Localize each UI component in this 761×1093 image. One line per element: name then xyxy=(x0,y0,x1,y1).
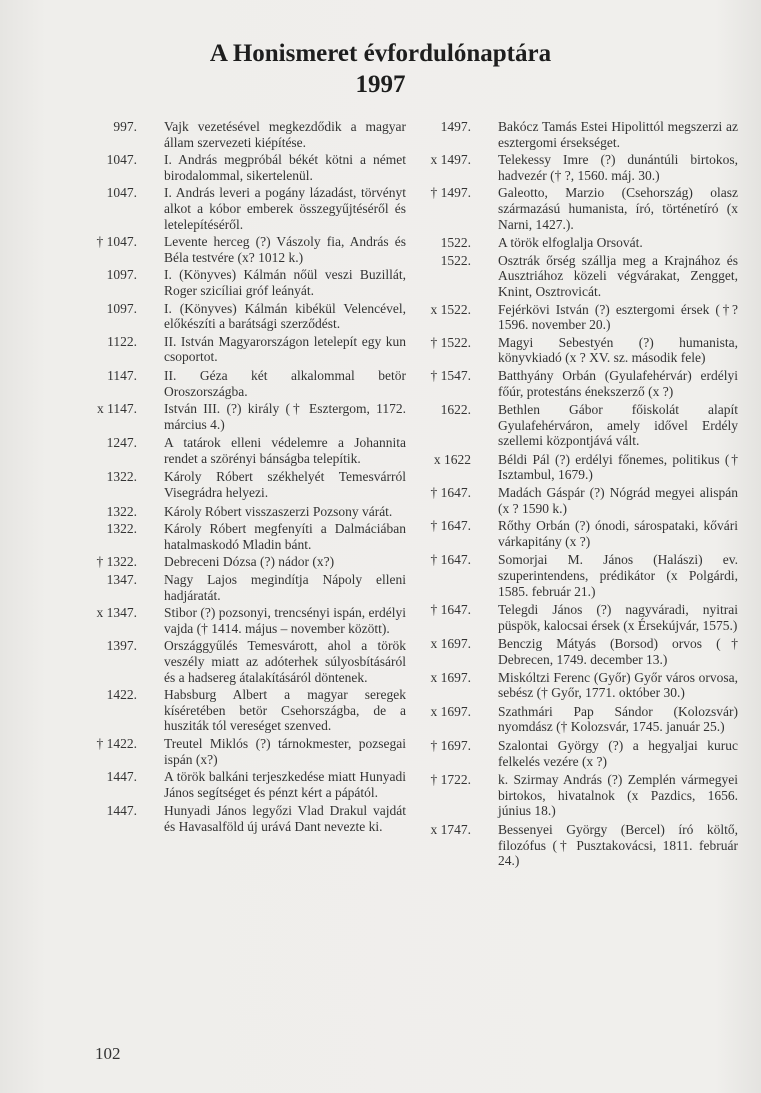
entry-year: x 1747. xyxy=(430,821,471,837)
calendar-entry xyxy=(412,368,738,399)
entry-year: x 1697. xyxy=(430,669,471,685)
calendar-entry xyxy=(78,572,406,603)
entry-text: Béldi Pál (?) erdélyi főnemes, politikus († Isztambul, 1679.) xyxy=(498,451,738,483)
calendar-entry xyxy=(78,435,406,466)
entry-text: Stibor (?) pozsonyi, trencsényi ispán, erdélyi vajda († 1414. május – november között). xyxy=(164,605,406,636)
entry-year: 1122. xyxy=(107,333,137,349)
calendar-entry xyxy=(78,554,406,570)
entry-year: x 1497. xyxy=(430,152,471,168)
calendar-entry xyxy=(78,301,406,332)
entry-text: Treutel Miklós (?) tárnokmester, pozsegai ispán (x?) xyxy=(164,735,406,767)
entry-year: 997. xyxy=(113,119,137,134)
entry-year: 1422. xyxy=(106,687,137,703)
entry-year: 1447. xyxy=(106,769,137,785)
entry-text: Habsburg Albert a magyar seregek kíséretében betör Csehországba, de a husziták tól vereséget szenved. xyxy=(164,687,406,734)
entry-year: 1097. xyxy=(106,300,137,316)
entry-text: I. András leveri a pogány lázadást, törvényt alkot a kóbor emberek összegyűjtéséről és letelepítéséről. xyxy=(164,185,406,232)
entry-year: x 1347. xyxy=(96,605,137,621)
title-text: A Honismeret évfordulónaptára xyxy=(209,40,552,67)
calendar-entry xyxy=(78,504,406,520)
entry-text: I. András megpróbál békét kötni a német birodalommal, sikertelenül. xyxy=(164,152,406,183)
entry-text: Telegdi János (?) nagyváradi, nyitrai püspök, kalocsai érsek (x Érsekújvár, 1575.) xyxy=(498,602,738,633)
entry-year: 1447. xyxy=(106,803,137,819)
title-year: 1997 xyxy=(355,71,406,98)
entry-year: † 1047. xyxy=(96,234,137,250)
calendar-entry xyxy=(412,670,738,701)
calendar-entry xyxy=(78,605,406,636)
calendar-entry xyxy=(412,602,738,633)
entry-text: Fejérkövi István (?) esztergomi érsek (†? 1596. november 20.) xyxy=(498,301,738,333)
entry-text: A török balkáni terjeszkedése miatt Hunyadi János segítséget és pénzt kért a pápától. xyxy=(164,769,406,800)
calendar-entry xyxy=(412,119,738,150)
entry-text: Benczig Mátyás (Borsod) orvos († Debrecen, 1749. december 13.) xyxy=(498,636,738,667)
entry-text: Levente herceg (?) Vászoly fia, András és Béla testvére (x? 1012 k.) xyxy=(164,234,406,265)
entry-text: Bakócz Tamás Estei Hipolittól megszerzi az esztergomi érsekséget. xyxy=(498,119,738,150)
entry-text: Szalontai György (?) a hegyaljai kuruc felkelés vezére (x ?) xyxy=(498,737,738,769)
entry-year: 1522. xyxy=(440,235,471,251)
calendar-entry xyxy=(412,302,738,333)
entry-year: 1322. xyxy=(106,521,137,537)
entry-text: Rőthy Orbán (?) ónodi, sárospataki, kővári várkapitány (x ?) xyxy=(498,518,738,549)
entry-text: A török elfoglalja Orsovát. xyxy=(498,235,643,251)
calendar-entry xyxy=(78,803,406,834)
calendar-entry xyxy=(412,518,738,549)
entry-text: Károly Róbert székhelyét Temesvárról Visegrádra helyezi. xyxy=(164,469,406,501)
entry-year: † 1497. xyxy=(430,185,471,201)
calendar-entry xyxy=(412,704,738,735)
entry-year: x 1522. xyxy=(430,301,471,317)
entry-text: A tatárok elleni védelemre a Johannita rendet a szörényi bánságba telepítik. xyxy=(164,435,406,466)
calendar-entry xyxy=(412,253,738,300)
page-title xyxy=(0,38,761,100)
calendar-entry xyxy=(78,769,406,800)
entry-year: † 1647. xyxy=(430,485,471,501)
entry-text: k. Szirmay András (?) Zemplén vármegyei birtokos, hivatalnok (x Pazdics, 1656. június 18.) xyxy=(498,772,738,819)
calendar-entry xyxy=(78,334,406,365)
entry-year: † 1647. xyxy=(430,552,471,568)
entry-text: II. István Magyarországon letelepít egy kun csoportot. xyxy=(164,333,406,365)
left-column xyxy=(78,119,406,835)
calendar-entry xyxy=(78,401,406,432)
entry-year: † 1647. xyxy=(430,602,471,618)
entry-text: Szathmári Pap Sándor (Kolozsvár) nyomdász († Kolozsvár, 1745. január 25.) xyxy=(498,703,738,735)
entry-year: 1497. xyxy=(440,119,471,134)
calendar-entry xyxy=(78,521,406,552)
calendar-entry xyxy=(412,402,738,449)
calendar-entry xyxy=(412,485,738,516)
entry-year: † 1322. xyxy=(96,554,137,570)
entry-year: † 1522. xyxy=(430,334,471,350)
entry-text: Károly Róbert megfenyíti a Dalmáciában hatalmaskodó Mladin bánt. xyxy=(164,521,406,552)
entry-text: Károly Róbert visszaszerzi Pozsony várát. xyxy=(164,503,393,519)
calendar-entry xyxy=(78,119,406,150)
entry-year: 1047. xyxy=(106,152,137,168)
calendar-entry xyxy=(412,452,738,483)
entry-text: Hunyadi János legyőzi Vlad Drakul vajdát és Havasalföld új urává Dant nevezte ki. xyxy=(164,803,406,834)
entry-text: Debreceni Dózsa (?) nádor (x?) xyxy=(164,554,335,570)
entry-text: Miskóltzi Ferenc (Győr) Győr város orvosa, sebész († Győr, 1771. október 30.) xyxy=(498,669,738,701)
entry-year: 1322. xyxy=(106,469,137,485)
calendar-entry xyxy=(412,335,738,366)
entry-text: II. Géza két alkalommal betör Oroszországba. xyxy=(164,367,406,399)
entry-year: † 1722. xyxy=(430,772,471,788)
entry-year: † 1422. xyxy=(96,735,137,751)
right-column xyxy=(412,119,738,869)
calendar-entry xyxy=(412,636,738,667)
entry-year: 1522. xyxy=(440,252,471,268)
entry-year: 1347. xyxy=(106,572,137,588)
calendar-entry xyxy=(78,234,406,265)
entry-text: István III. (?) király († Esztergom, 1172. március 4.) xyxy=(164,401,406,432)
calendar-entry xyxy=(78,736,406,767)
entry-text: Bethlen Gábor főiskolát alapít Gyulafehérváron, amely idővel Erdély szellemi központjává vált. xyxy=(498,402,738,449)
calendar-entry xyxy=(78,185,406,232)
entry-year: x 1697. xyxy=(430,636,471,652)
entry-year: 1147. xyxy=(107,367,137,383)
calendar-entry xyxy=(412,552,738,599)
entry-year: x 1622 xyxy=(433,451,471,467)
entry-text: Bessenyei György (Bercel) író költő, filozófus († Pusztakovácsi, 1811. február 24.) xyxy=(498,821,738,869)
entry-year: 1622. xyxy=(440,402,471,418)
entry-text: I. (Könyves) Kálmán kibékül Velencével, előkészíti a barátsági szerződést. xyxy=(164,300,406,332)
entry-year: 1097. xyxy=(106,267,137,283)
entry-year: 1397. xyxy=(106,638,137,654)
entry-text: Telekessy Imre (?) dunántúli birtokos, hadvezér († ?, 1560. máj. 30.) xyxy=(498,152,738,183)
calendar-entry xyxy=(412,152,738,183)
entry-year: 1047. xyxy=(106,185,137,201)
calendar-entry xyxy=(412,772,738,819)
entry-text: Nagy Lajos megindítja Nápoly elleni hadjáratát. xyxy=(164,572,406,603)
calendar-entry xyxy=(78,469,406,500)
calendar-entry xyxy=(412,235,738,251)
entry-text: Magyi Sebestyén (?) humanista, könyvkiadó (x ? XV. sz. második fele) xyxy=(498,334,738,366)
entry-year: x 1697. xyxy=(430,703,471,719)
entry-year: † 1547. xyxy=(430,367,471,383)
entry-text: Osztrák őrség szállja meg a Krajnához és Ausztriához közeli végvárakat, Zengget, Knint, Osztrovicát. xyxy=(498,252,738,299)
entry-year: 1247. xyxy=(106,435,137,451)
calendar-entry xyxy=(78,368,406,399)
entry-text: I. (Könyves) Kálmán nőül veszi Buzillát, Roger szicíliai gróf leányát. xyxy=(164,267,406,298)
calendar-entry xyxy=(78,638,406,685)
entry-year: 1322. xyxy=(106,503,137,519)
calendar-entry xyxy=(78,267,406,298)
entry-text: Galeotto, Marzio (Csehország) olasz származású humanista, író, történetíró (x Narni, 1427.). xyxy=(498,185,738,232)
calendar-entry xyxy=(78,152,406,183)
entry-text: Madách Gáspár (?) Nógrád megyei alispán (x ? 1590 k.) xyxy=(498,485,738,516)
calendar-entry xyxy=(412,185,738,232)
calendar-entry xyxy=(78,687,406,734)
calendar-entry xyxy=(412,738,738,769)
entry-text: Somorjai M. János (Halászi) ev. szuperintendens, prédikátor (x Polgárdi, 1585. február 21.) xyxy=(498,552,738,599)
page-number: 102 xyxy=(95,1044,121,1063)
calendar-entry xyxy=(412,822,738,869)
entry-text: Vajk vezetésével megkezdődik a magyar állam szervezeti kiépítése. xyxy=(164,119,406,150)
entry-text: Batthyány Orbán (Gyulafehérvár) erdélyi főúr, protestáns énekszerző (x ?) xyxy=(498,367,738,399)
entry-year: † 1647. xyxy=(430,518,471,534)
entry-text: Országgyűlés Temesvárott, ahol a török veszély miatt az adóterhek súlyosbításáról és a hadsereg átalakításáról döntenek. xyxy=(164,638,406,685)
entry-year: x 1147. xyxy=(97,401,137,417)
entry-year: † 1697. xyxy=(430,737,471,753)
